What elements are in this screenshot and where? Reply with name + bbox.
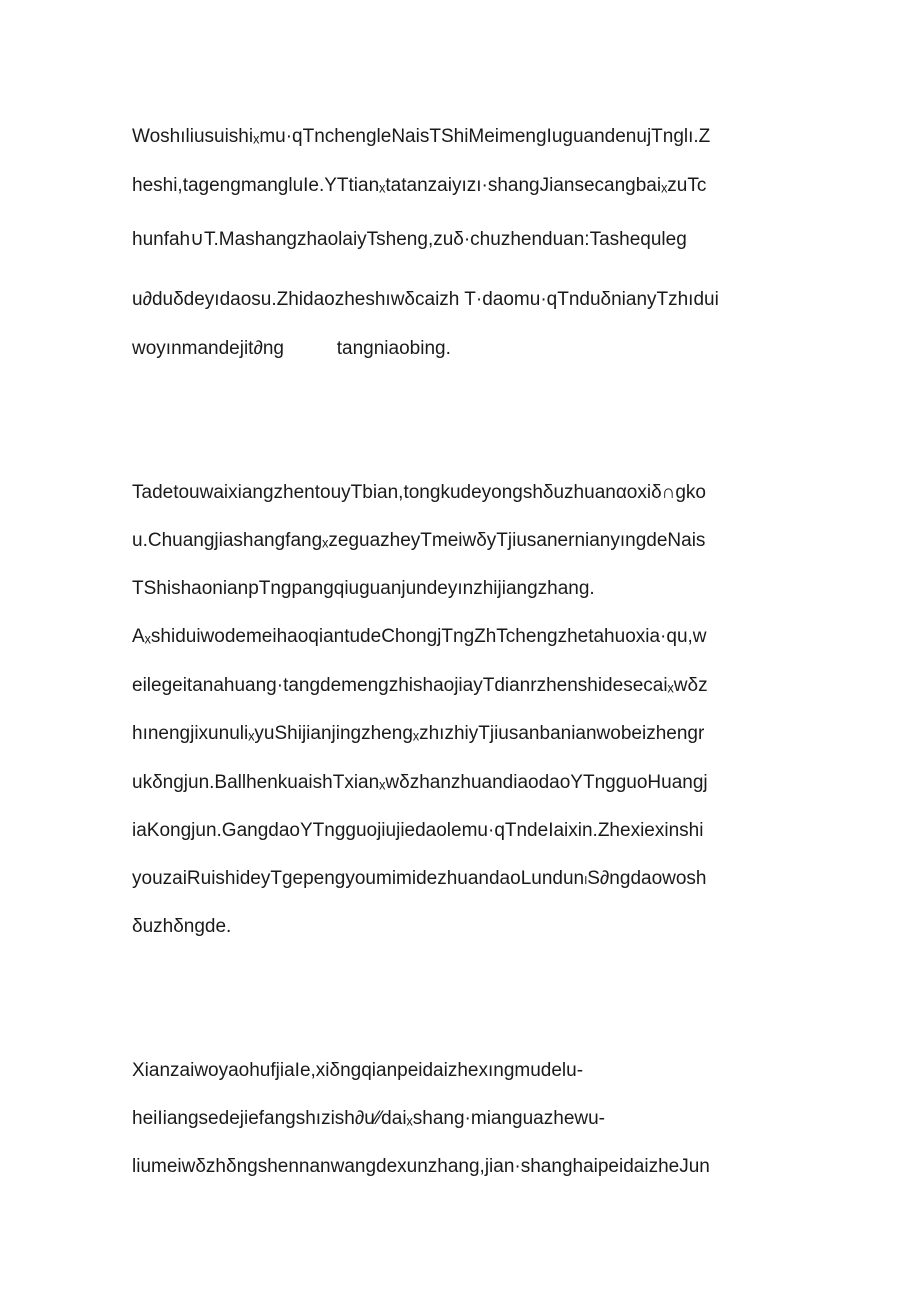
paragraph-2-line-5: eilegeitanahuang·tangdemengzhishaojiayTdianrzhenshidesecaiₓwδz	[132, 675, 708, 696]
paragraph-2-line-10: δuzhδngde.	[132, 916, 232, 937]
paragraph-1-line-3: hunfah∪T.MashangzhaolaiyTsheng,zuδ·chuzhenduan:Tashequleg	[132, 229, 687, 250]
paragraph-3-line-2: heiIiangsedejiefangshızish∂u⁄⁄daiₓshang·mianguazhewu-	[132, 1108, 605, 1129]
paragraph-1-line-5: woyınmandejit∂ng tangniaobing.	[132, 338, 451, 359]
paragraph-1-line-1: Woshıliusuishiₓmu·qTnchengleNaisTShiMeimengIuguandenujTnglı.Z	[132, 126, 711, 147]
paragraph-3-line-3: liumeiwδzhδngshennanwangdexunzhang,jian·shanghaipeidaizheJun	[132, 1156, 710, 1177]
paragraph-2-line-7: ukδngjun.BallhenkuaishTxianₓwδzhanzhuandiaodaoYTngguoHuangj	[132, 772, 708, 793]
paragraph-2-line-3: TShishaonianpTngpangqiuguanjundeyınzhijiangzhang.	[132, 578, 595, 599]
paragraph-2-line-8: iaKongjun.GangdaoYTngguojiujiedaolemu·qTndeIaixin.Zhexiexinshi	[132, 820, 704, 841]
paragraph-3-line-1: XianzaiwoyaohufjiaIe,xiδngqianpeidaizhexıngmudelu-	[132, 1060, 584, 1081]
paragraph-2-line-6: hınengjixunuliₓyuShijianjingzhengₓzhızhiyTjiusanbanianwobeizhengr	[132, 723, 705, 744]
paragraph-1-line-4: u∂duδdeyıdaosu.Zhidaozheshıwδcaizh T·daomu·qTnduδnianyTzhıdui	[132, 289, 719, 310]
paragraph-1-line-2: heshi,tagengmangluIe.YTtianₓtatanzaiyızı·shangJiansecangbaiₓzuTc	[132, 175, 707, 196]
paragraph-2-line-1: TadetouwaixiangzhentouyTbian,tongkudeyongshδuzhuanαoxiδ∩gko	[132, 482, 706, 503]
paragraph-2-line-9: youzaiRuishideyTgepengyoumimidezhuandaoLundunₗS∂ngdaowosh	[132, 868, 707, 889]
paragraph-2-line-4: AₓshiduiwodemeihaoqiantudeChongjTngZhTchengzhetahuoxia·qu,w	[132, 626, 707, 647]
paragraph-2-line-2: u.ChuangjiashangfangₓzeguazheyTmeiwδyTjiusanernianyıngdeNais	[132, 530, 706, 551]
